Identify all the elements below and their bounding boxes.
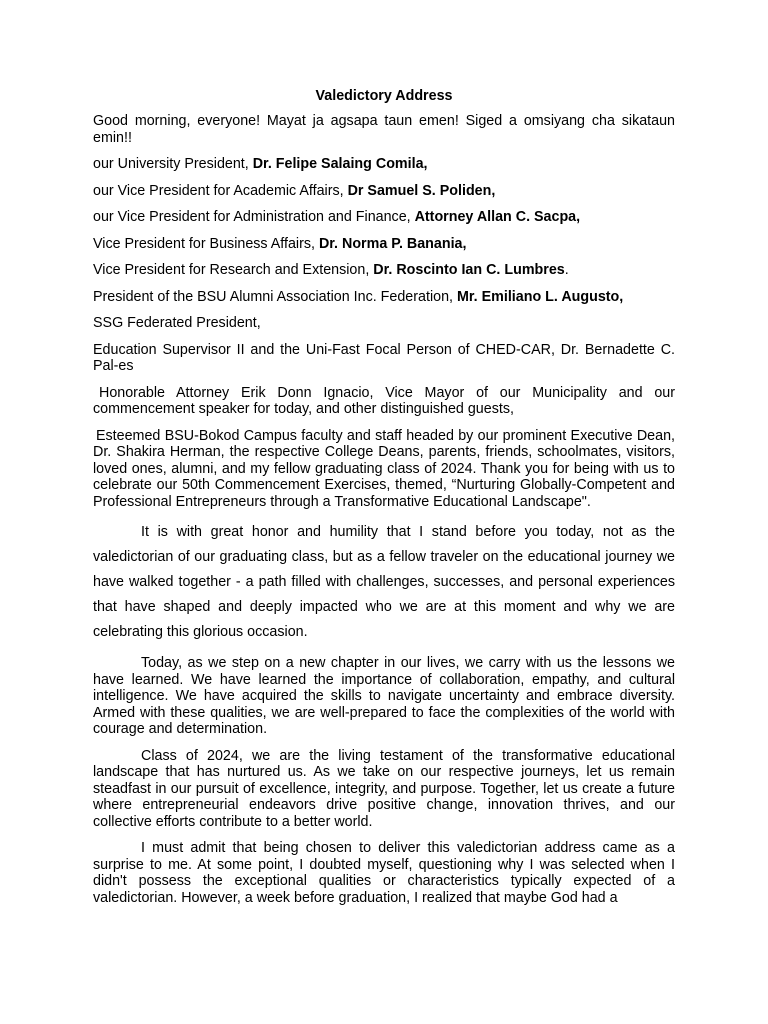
ack-ssg xyxy=(93,315,675,332)
ack-vp-admin xyxy=(93,209,675,226)
ack-vp-academic xyxy=(93,183,675,200)
today-paragraph: Today, as we step on a new chapter in our lives, we carry with us the lessons we have learned. We have learned the importance of collaboration, empathy, and cultural intelligence. We have acquired the skills to navigate uncertainty and embrace diversity. Armed with these qualities, we are well-prepared to face the complexities of the world with courage and determination. xyxy=(93,655,675,737)
ack-name: Dr. Roscinto Ian C. Lumbres xyxy=(373,262,565,278)
greeting-paragraph: Good morning, everyone! Mayat ja agsapa taun emen! Siged a omsiyang cha sikataun emin!! xyxy=(93,113,675,146)
ack-prefix: our Vice President for Academic Affairs, xyxy=(93,182,348,199)
ack-alumni xyxy=(93,289,675,306)
ack-name: Dr. Felipe Salaing Comila, xyxy=(252,156,428,172)
ack-prefix: SSG Federated President, xyxy=(93,315,261,331)
ack-name: Dr. Norma P. Banania, xyxy=(318,235,467,252)
ack-prefix: Vice President for Research and Extension, xyxy=(93,262,374,278)
document-page xyxy=(93,86,675,916)
ack-president xyxy=(93,156,675,173)
esteemed-paragraph: Esteemed BSU-Bokod Campus faculty and staff headed by our prominent Executive Dean, Dr. Shakira Herman, the respective College Deans, parents, friends, schoolmates, visitors, loved ones, alumni, and my fellow graduating class of 2024. Thank you for being with us to celebrate our 50th Commencement Exercises, themed, “Nurturing Globally-Competent and Professional Entrepreneurs through a Transformative Educational Landscape". xyxy=(93,427,675,510)
ack-prefix: our University President, xyxy=(93,156,253,172)
document-title: Valedictory Address xyxy=(315,88,453,104)
honorable-paragraph: Honorable Attorney Erik Donn Ignacio, Vice Mayor of our Municipality and our commencement speaker for today, and other distinguished guests, xyxy=(93,384,675,417)
ched-paragraph: Education Supervisor II and the Uni-Fast Focal Person of CHED-CAR, Dr. Bernadette C. Pal-es xyxy=(93,341,675,374)
admit-paragraph: I must admit that being chosen to deliver this valedictorian address came as a surprise to me. At some point, I doubted myself, questioning why I was selected when I didn't possess the exceptional qualities or characteristics typically expected of a valedictorian. However, a week before graduation, I realized that maybe God had a xyxy=(93,840,675,906)
class-2024-paragraph: Class of 2024, we are the living testament of the transformative educational landscape that has nurtured us. As we take on our respective journeys, let us remain steadfast in our pursuit of excellence, integrity, and purpose. Together, let us create a future where entrepreneurial endeavors drive positive change, innovation thrives, and our collective efforts contribute to a better world. xyxy=(93,747,675,830)
honor-paragraph: It is with great honor and humility that I stand before you today, not as the valedictorian of our graduating class, but as a fellow traveler on the educational journey we have walked together - a path filled with challenges, successes, and personal experiences that have shaped and deeply impacted who we are at this moment and why we are celebrating this glorious occasion. xyxy=(93,524,675,640)
ack-suffix: . xyxy=(564,262,569,278)
ack-vp-business xyxy=(93,236,675,253)
ack-name: Mr. Emiliano L. Augusto, xyxy=(456,288,624,305)
ack-name: Attorney Allan C. Sacpa, xyxy=(414,209,581,225)
ack-vp-research xyxy=(93,262,675,279)
ack-prefix: Vice President for Business Affairs, xyxy=(93,235,319,252)
ack-name: Dr Samuel S. Poliden, xyxy=(347,182,496,199)
ack-prefix: President of the BSU Alumni Association Inc. Federation, xyxy=(93,288,457,305)
ack-prefix: our Vice President for Administration and Finance, xyxy=(93,209,415,225)
